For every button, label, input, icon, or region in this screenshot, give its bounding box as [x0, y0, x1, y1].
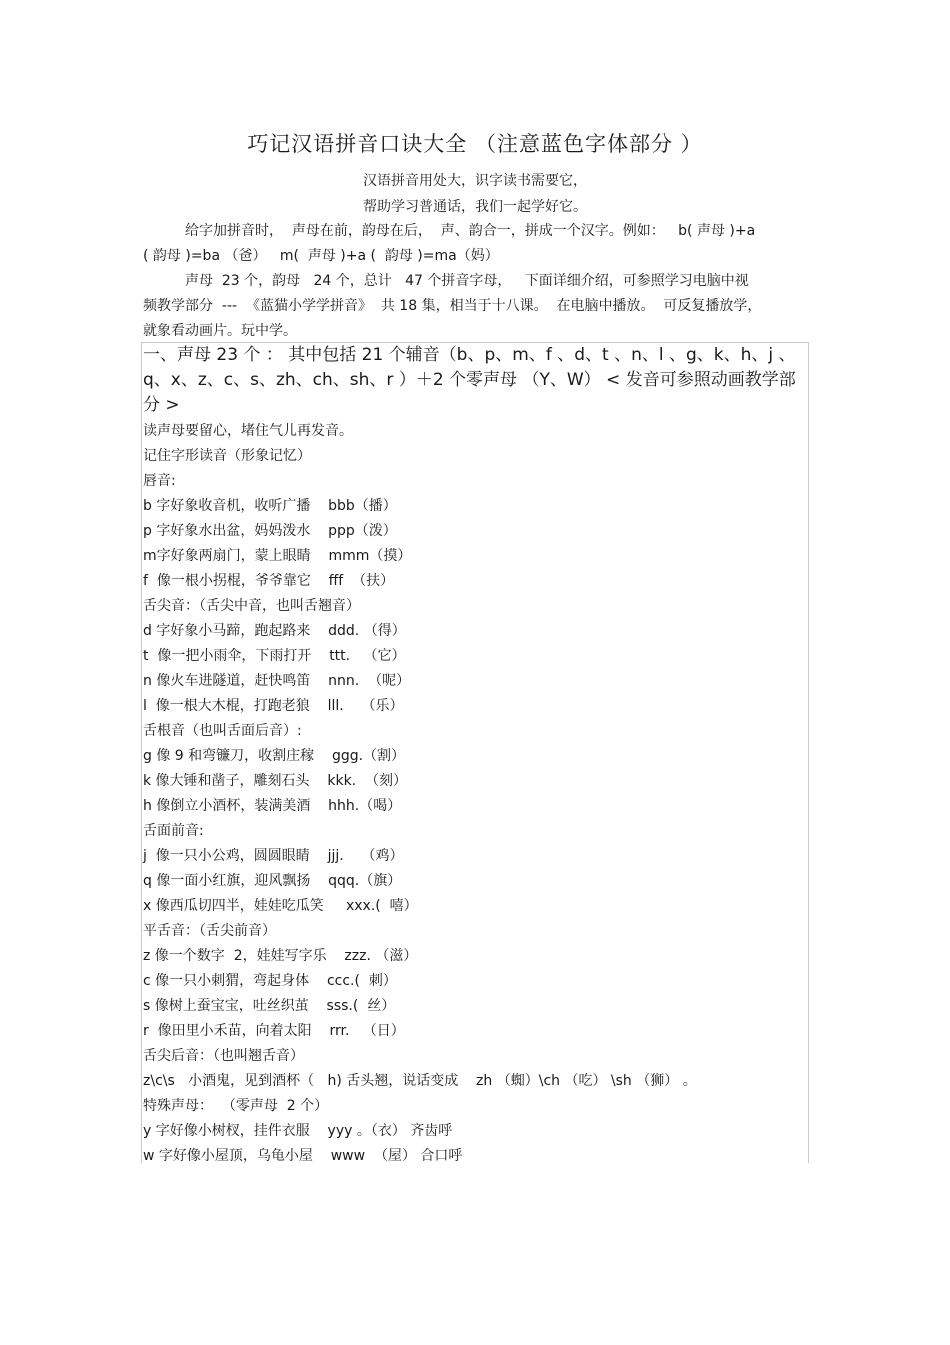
section-line: 读声母要留心，堵住气儿再发音。	[143, 423, 353, 439]
section-line: x 像西瓜切四半，娃娃吃瓜笑 xxx.( 嘻）	[143, 898, 418, 914]
section-line: d 字好象小马蹄，跑起路来 ddd. （得）	[143, 623, 406, 639]
section-line: 舌根音（也叫舌面后音）:	[143, 723, 302, 739]
section-line: w 字好像小屋顶，乌龟小屋 www （屋） 合口呼	[143, 1148, 463, 1164]
section-line: 平舌音：（舌尖前音）	[143, 923, 276, 939]
section-line: c 像一只小刺猬，弯起身体 ccc.( 刺）	[143, 973, 397, 989]
section-line: l 像一根大木棍，打跑老狼 lll. （乐）	[143, 698, 404, 714]
intro-paragraph-1-line-2: ( 韵母 )=ba （爸） m( 声母 )+a ( 韵母 )=ma（妈）	[143, 248, 499, 264]
section-line: f 像一根小拐棍，爷爷靠它 fff （扶）	[143, 573, 395, 589]
section-line: k 像大锤和凿子，雕刻石头 kkk. （刻）	[143, 773, 408, 789]
section-line: 唇音:	[143, 473, 176, 489]
section-line: 舌尖音：（舌尖中音，也叫舌翘音）	[143, 598, 360, 614]
section-line: 特殊声母： （零声母 2 个）	[143, 1098, 329, 1114]
section-line: n 像火车进隧道，赶快鸣笛 nnn. （呢）	[143, 673, 411, 689]
intro-paragraph-2-line-1: 声母 23 个，韵母 24 个，总计 47 个拼音字母， 下面详细介绍，可参照学习电脑中视	[185, 273, 749, 289]
section-line: p 字好象水出盆，妈妈泼水 ppp（泼）	[143, 523, 397, 539]
verse-line-2: 帮助学习普通话，我们一起学好它。	[363, 199, 587, 215]
section-line: s 像树上蚕宝宝，吐丝织茧 sss.( 丝）	[143, 998, 396, 1014]
intro-paragraph-2-line-3: 就象看动画片。玩中学。	[143, 323, 297, 339]
section-line: 记住字形读音（形象记忆）	[143, 448, 311, 464]
section-line: 舌尖后音：（也叫翘舌音）	[143, 1048, 304, 1064]
section-heading: 一、声母 23 个 ： 其中包括 21 个辅音（b、p、m、f 、d、t 、n、l 、g、k、h、j 、q、x、z、c、s、zh、ch、sh、r ）＋2 个零声母 （Y、W） < 发音可参照动画教学部分 >	[143, 345, 796, 415]
section-line: j 像一只小公鸡，圆圆眼睛 jjj. （鸡）	[143, 848, 404, 864]
intro-paragraph-2-line-2: 频教学部分 --- 《蓝猫小学学拼音》 共 18 集，相当于十八课。 在电脑中播放。 可反复播放学，	[143, 298, 762, 314]
section-line: z 像一个数字 2，娃娃写字乐 zzz. （滋）	[143, 948, 418, 964]
section-line: z\c\s 小酒鬼，见到酒杯（ h) 舌头翘，说话变成 zh （蜘）\ch （吃） \sh （狮） 。	[143, 1073, 697, 1089]
intro-paragraph-1-line-1: 给字加拼音时， 声母在前，韵母在后， 声、韵合一，拼成一个汉字。例如： b( 声母 )+a	[185, 223, 756, 239]
document-title: 巧记汉语拼音口诀大全 （注意蓝色字体部分 ）	[247, 132, 703, 156]
section-line: h 像倒立小酒杯，装满美酒 hhh.（喝）	[143, 798, 402, 814]
section-line: t 像一把小雨伞，下雨打开 ttt. （它）	[143, 648, 406, 664]
section-line: g 像 9 和弯镰刀，收割庄稼 ggg.（割）	[143, 748, 406, 764]
section-line: m字好象两扇门，蒙上眼睛 mmm（摸）	[143, 548, 412, 564]
section-line: 舌面前音:	[143, 823, 204, 839]
section-line: r 像田里小禾苗，向着太阳 rrr. （日）	[143, 1023, 405, 1039]
section-line: q 像一面小红旗，迎风飘扬 qqq.（旗）	[143, 873, 402, 889]
section-line: b 字好象收音机，收听广播 bbb（播）	[143, 498, 397, 514]
section-line: y 字好像小树杈，挂件衣服 yyy 。（衣） 齐齿呼	[143, 1123, 453, 1139]
verse-line-1: 汉语拼音用处大，识字读书需要它，	[363, 173, 587, 189]
